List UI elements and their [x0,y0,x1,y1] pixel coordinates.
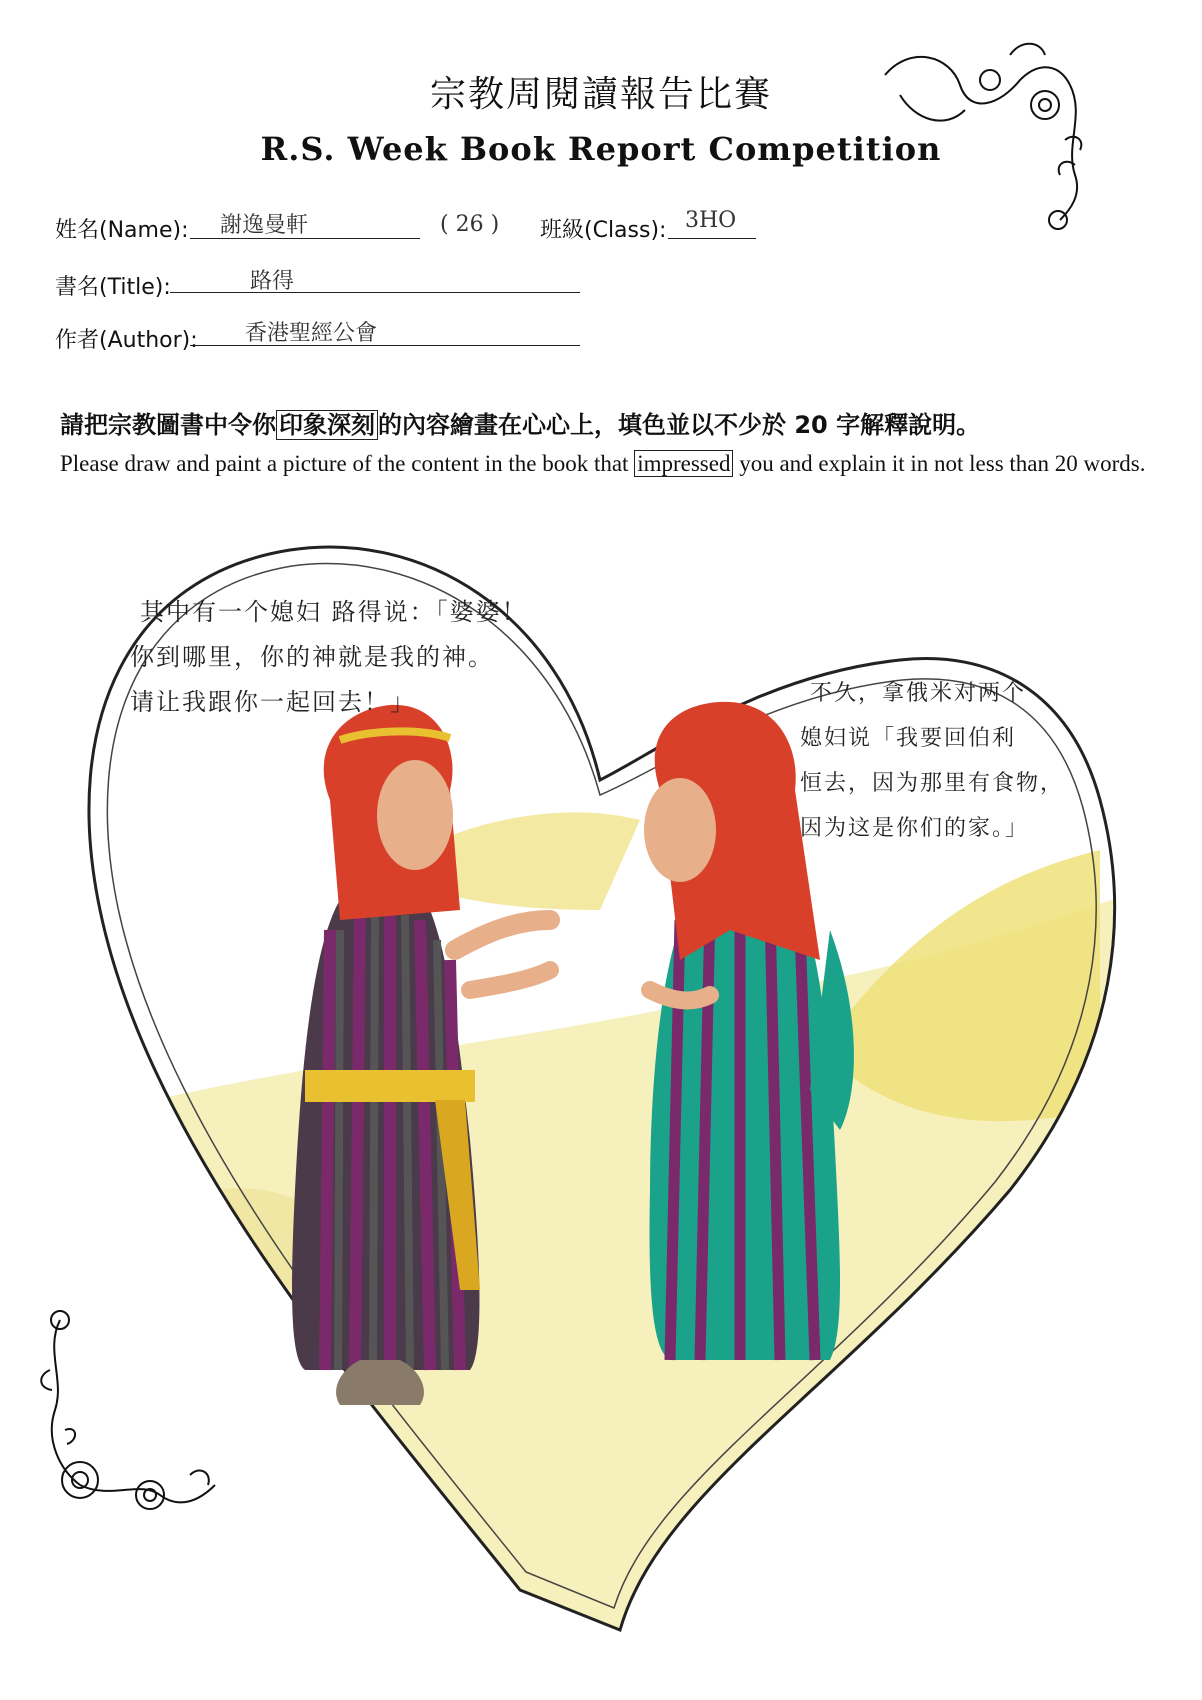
author-value[interactable]: 香港聖經公會 [245,321,378,346]
left-note-line-3: 请让我跟你一起回去！」 [130,688,416,716]
instruction-zh-highlight: 印象深刻 [276,410,378,440]
class-label: 班級(Class): [540,218,667,243]
competition-title-zh: 宗教周閱讀報告比賽 [429,74,772,115]
right-note-line-4: 因为这是你们的家。」 [800,816,1030,841]
name-value[interactable]: 謝逸曼軒 [220,213,309,238]
class-value[interactable]: 3HO [685,208,737,233]
figure-left-robe [292,900,480,1405]
instruction-zh-part2: 的內容繪畫在心心上，填色並以不少於 20 字解釋說明。 [378,411,981,439]
competition-title-en: R.S. Week Book Report Competition [260,130,942,168]
floral-corner-top-right [870,35,1100,235]
heart-drawing [40,490,1160,1640]
instruction-en [60,445,1150,483]
book-title-label: 書名(Title): [55,275,171,300]
left-note-line-1: 其中有一个媳妇 路得说：「婆婆！ [140,598,528,626]
book-title-value[interactable]: 路得 [250,269,295,294]
name-label: 姓名(Name): [55,218,189,243]
right-note-line-2: 媳妇说「我要回伯利 [800,726,1017,751]
left-note-line-2: 你到哪里，你的神就是我的神。 [130,643,494,671]
instruction-zh [60,405,980,440]
right-note-line-1: 不久，拿俄米对两个 [810,681,1027,706]
right-note-line-3: 恒去，因为那里有食物， [800,771,1065,796]
instruction-en-part2: you and explain it in not less than 20 words. [733,451,1146,476]
student-number[interactable]: ( 26 ) [440,212,500,237]
instruction-en-part1: Please draw and paint a picture of the content in the book that [60,451,635,476]
author-label: 作者(Author): [55,328,198,353]
instruction-en-highlight: impressed [634,450,733,477]
instruction-zh-part1: 請把宗教圖書中令你 [60,411,276,439]
